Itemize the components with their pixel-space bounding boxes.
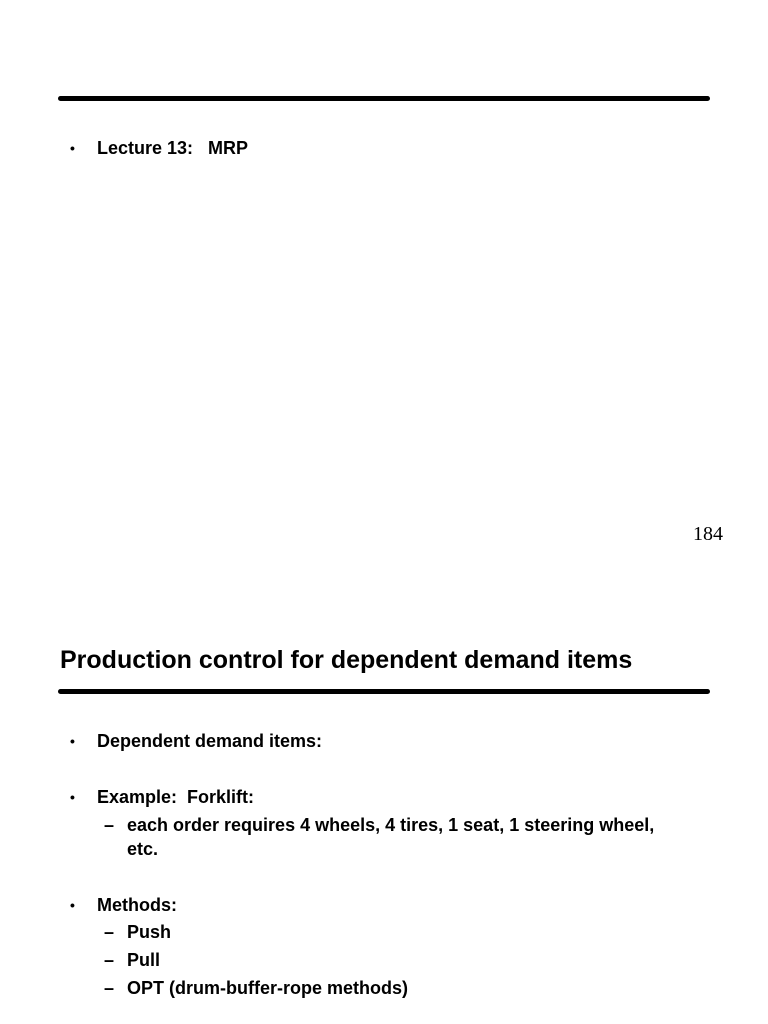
bullet-icon: •: [70, 789, 75, 805]
slide-title: Production control for dependent demand items: [60, 646, 633, 674]
dash-icon: –: [104, 978, 115, 998]
bullet-text: Lecture 13: MRP: [97, 138, 249, 158]
page-number: 184: [693, 523, 723, 545]
bullet-icon: •: [70, 897, 75, 913]
bullet-icon: •: [70, 140, 75, 156]
bullet-text: Methods:: [97, 895, 177, 915]
slide-production-control: [0, 560, 768, 1024]
dash-icon: –: [104, 922, 115, 942]
sub-bullet-text: each order requires 4 wheels, 4 tires, 1 seat, 1 steering wheel, etc.: [127, 815, 655, 859]
bullet-icon: •: [70, 733, 75, 749]
sub-bullet-text: Push: [127, 922, 172, 942]
title-rule: [58, 689, 710, 694]
bullet-text: Dependent demand items:: [97, 731, 323, 751]
title-rule: [58, 96, 710, 101]
bullet-text: Example: Forklift:: [97, 787, 255, 807]
sub-bullet-text: OPT (drum-buffer-rope methods): [127, 978, 408, 998]
sub-bullet-text: Pull: [127, 950, 161, 970]
dash-icon: –: [104, 950, 115, 970]
dash-icon: –: [104, 815, 115, 835]
